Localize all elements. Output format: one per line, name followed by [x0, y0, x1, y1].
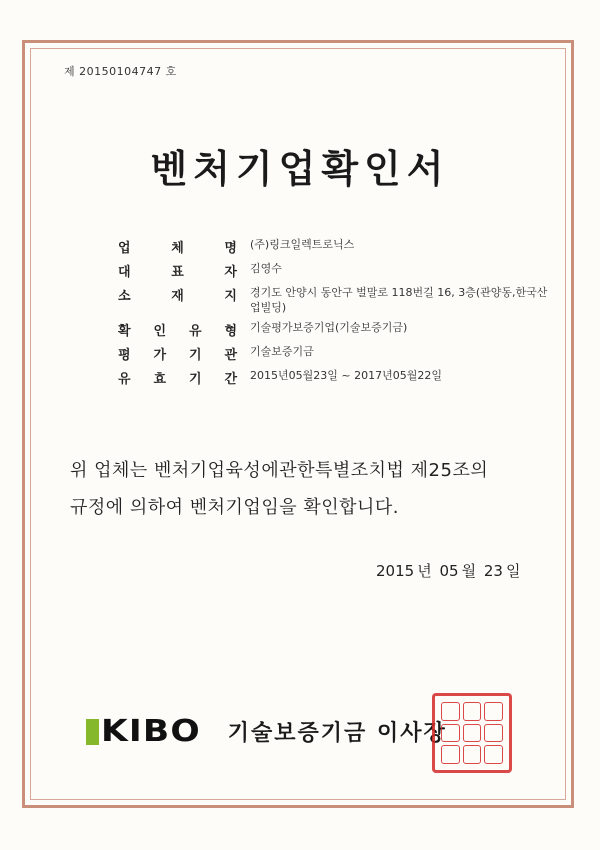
- issue-month-unit: 월: [461, 562, 477, 580]
- statement-line: 규정에 의하여 벤처기업임을 확인합니다.: [70, 497, 399, 518]
- official-seal: [432, 693, 512, 773]
- issuer-name: 기술보증기금 이사장: [227, 721, 447, 746]
- certificate-fields: [118, 237, 558, 392]
- field-label: 평 가 기 관: [118, 348, 238, 363]
- logo-text: KIBO: [101, 714, 201, 749]
- seal-glyph: [441, 724, 460, 743]
- issue-date: [376, 560, 523, 581]
- seal-glyph: [441, 702, 460, 721]
- issue-day: 23: [483, 562, 503, 580]
- seal-pattern: [441, 702, 503, 764]
- kibo-logo: [86, 714, 201, 749]
- field-company-name: [118, 237, 558, 261]
- field-value: 김영수: [250, 262, 282, 275]
- field-value: 2015년05월23일 ~ 2017년05월22일: [250, 369, 442, 382]
- seal-glyph: [441, 745, 460, 764]
- logo-green-bar: [86, 719, 99, 745]
- field-confirmation-type: [118, 320, 558, 344]
- field-representative: [118, 261, 558, 285]
- document-title: 벤처기업확인서: [150, 147, 450, 191]
- certificate-number: 제 20150104747 호: [64, 65, 177, 78]
- seal-glyph: [463, 745, 482, 764]
- certification-statement: [70, 452, 550, 526]
- field-validity-period: [118, 368, 558, 392]
- issuer-block: [86, 714, 447, 749]
- field-label: 유 효 기 간: [118, 372, 238, 387]
- field-evaluation-agency: [118, 344, 558, 368]
- seal-glyph: [484, 702, 503, 721]
- field-value: 기술평가보증기업(기술보증기금): [250, 321, 408, 334]
- field-label: 업 체 명: [118, 241, 238, 256]
- field-address: [118, 285, 558, 320]
- field-label: 확 인 유 형: [118, 324, 238, 339]
- issue-year-unit: 년: [417, 562, 432, 580]
- seal-glyph: [463, 702, 482, 721]
- issue-day-unit: 일: [505, 562, 521, 580]
- field-value: 경기도 안양시 동안구 벌말로 118번길 16, 3층(관양동,한국산업빌딩): [250, 286, 548, 314]
- field-value: (주)링크일렉트로닉스: [250, 238, 355, 251]
- seal-glyph: [463, 724, 482, 743]
- field-label: 대 표 자: [118, 265, 238, 280]
- statement-line: 위 업체는 벤처기업육성에관한특별조치법 제25조의: [70, 460, 489, 481]
- issue-year: 2015: [376, 562, 415, 580]
- field-label: 소 재 지: [118, 289, 238, 304]
- issue-month: 05: [439, 562, 459, 580]
- seal-glyph: [484, 724, 503, 743]
- seal-glyph: [484, 745, 503, 764]
- field-value: 기술보증기금: [250, 345, 314, 358]
